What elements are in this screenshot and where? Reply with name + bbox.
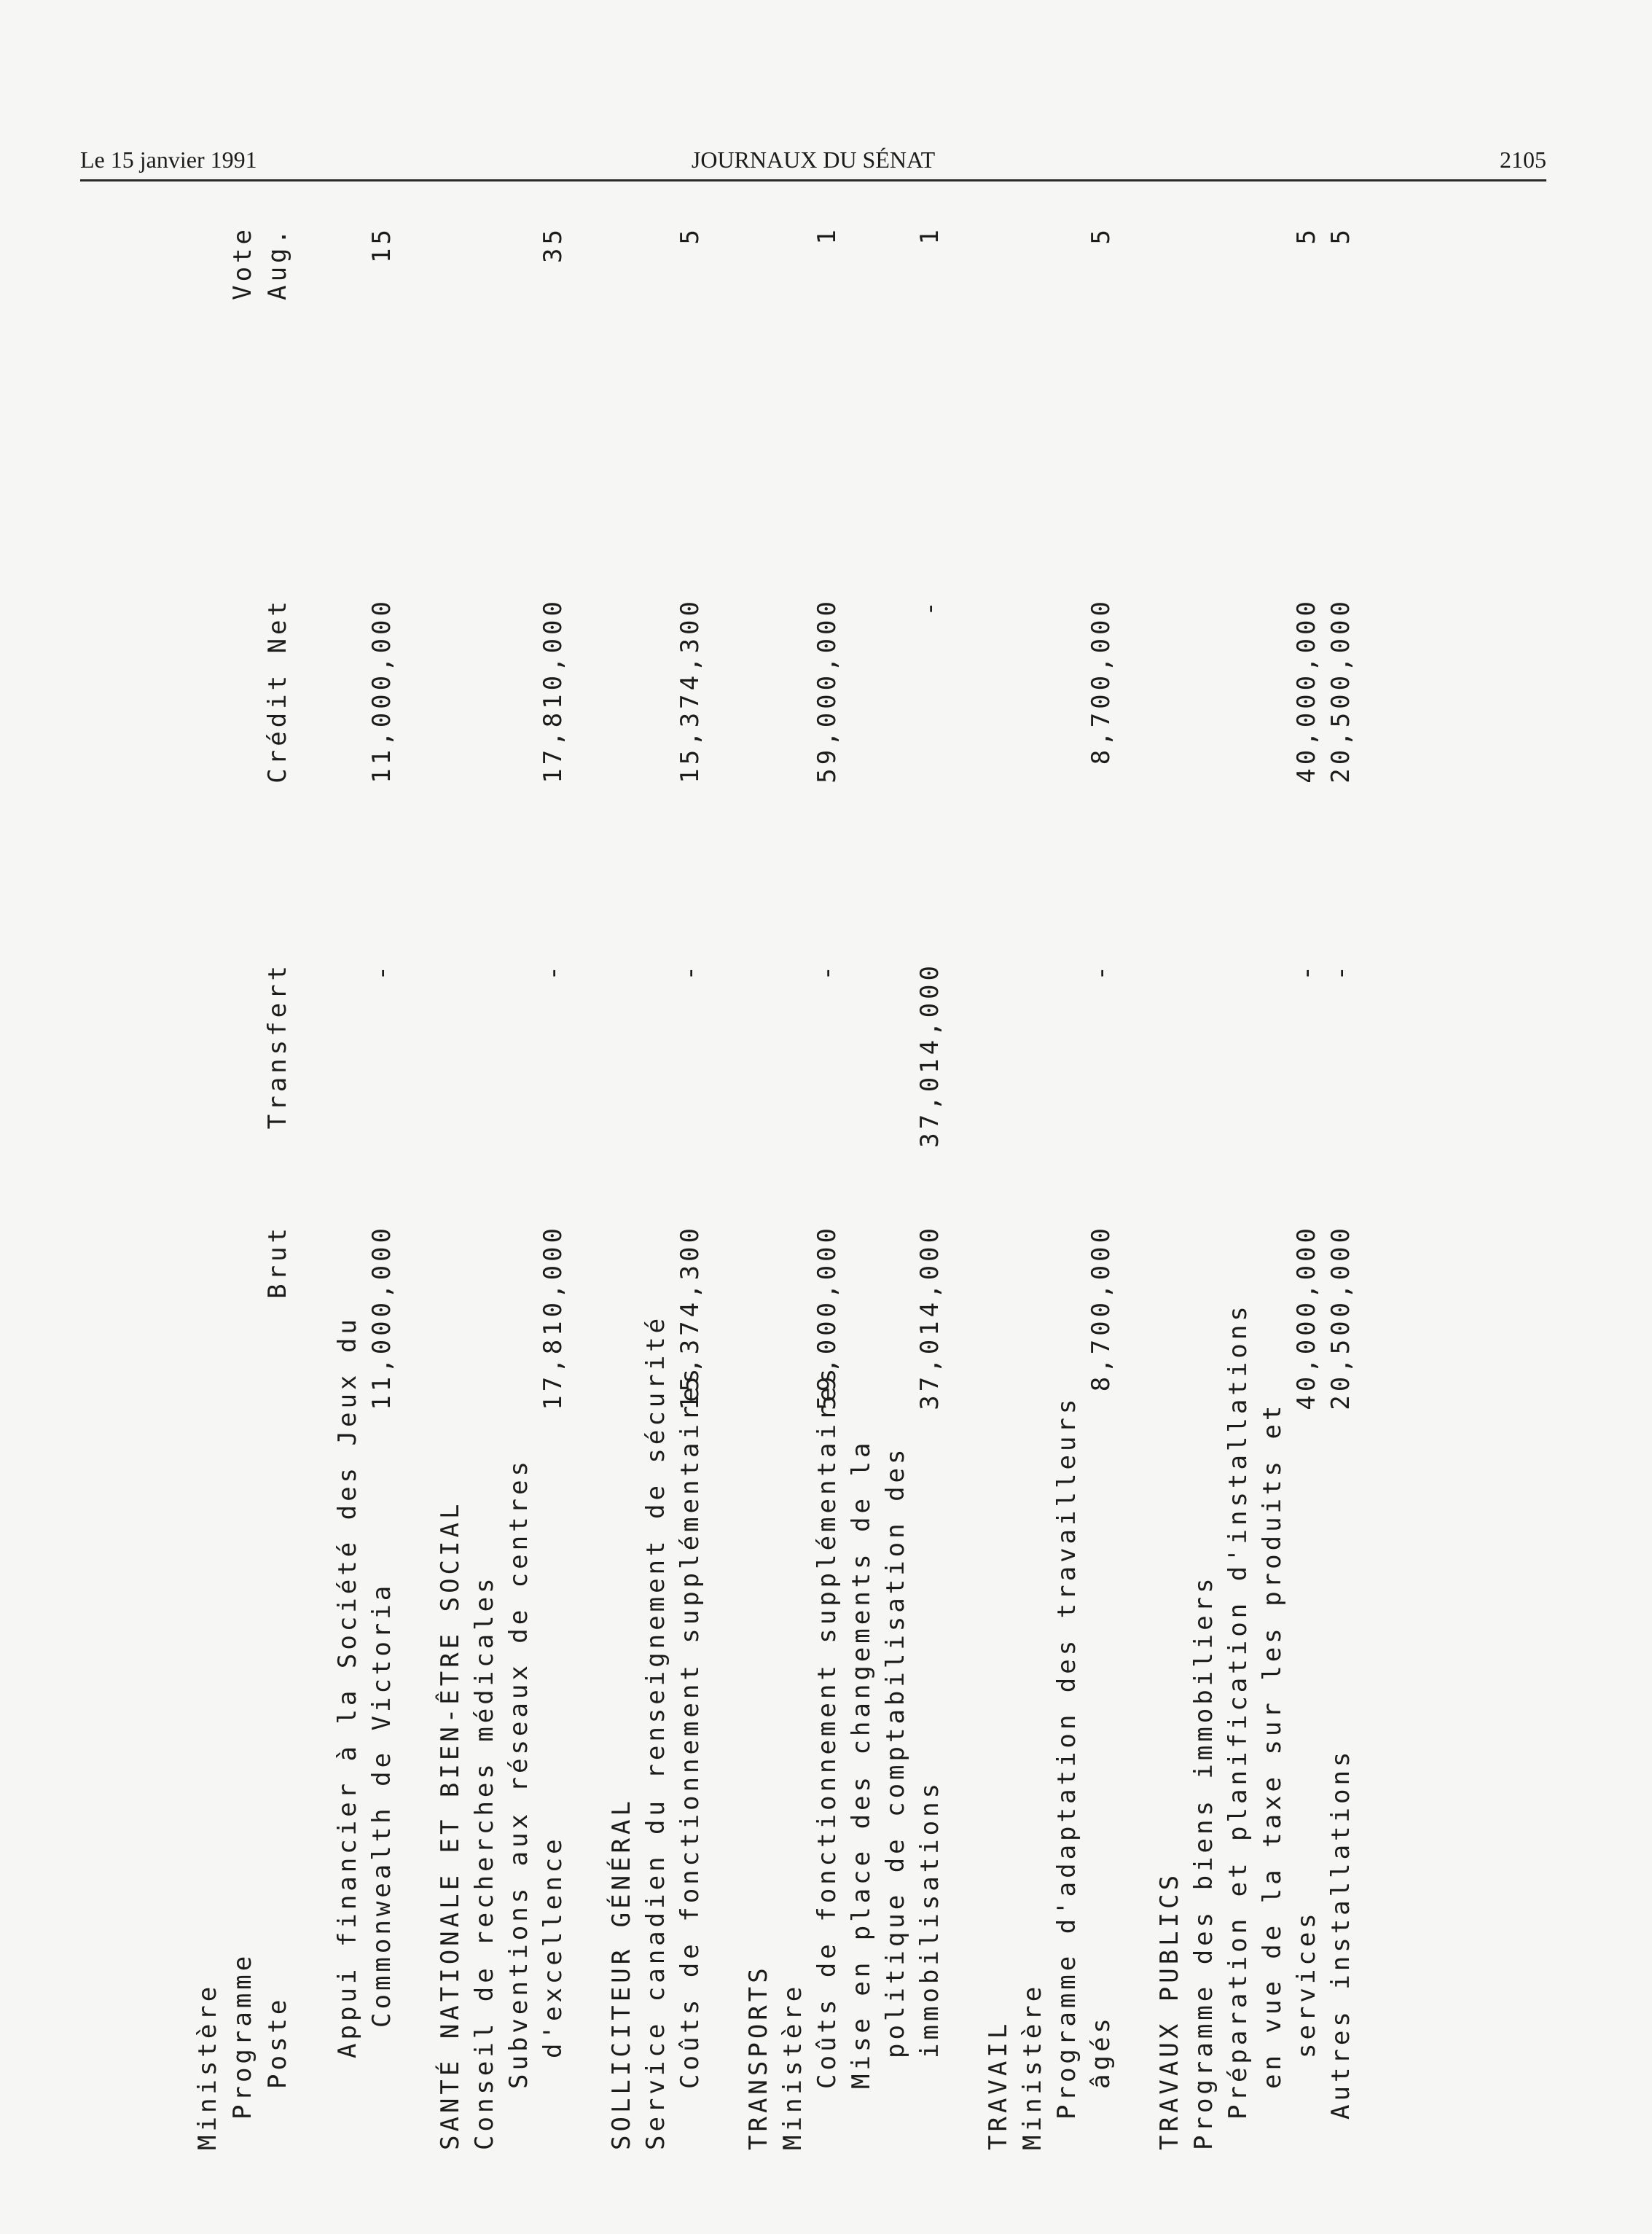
table-row-label: d'excellence <box>539 1835 568 2058</box>
vote-value: 15 <box>367 226 396 263</box>
transfert-value: - <box>1326 962 1355 981</box>
table-row-label: Coûts de fonctionnement supplémentaires <box>676 1364 705 2089</box>
credit-net-value: 15,374,300 <box>676 598 705 784</box>
brut-value: 20,500,000 <box>1326 1225 1355 1410</box>
page-number: 2105 <box>1500 147 1546 173</box>
credit-net-value: 8,700,000 <box>1087 598 1116 765</box>
table-row-label: politique de comptabilisation des <box>881 1445 910 2058</box>
header-title: JOURNAUX DU SÉNAT <box>691 147 936 173</box>
column-header-aug: Aug. <box>263 226 292 300</box>
column-header-credit-net: Crédit Net <box>263 598 292 784</box>
brut-value: 8,700,000 <box>1087 1225 1116 1392</box>
table-row-label: Service canadien du renseignement de sécurité <box>641 1314 670 2150</box>
table-row-label: SANTÉ NATIONALE ET BIEN-ÊTRE SOCIAL <box>436 1500 465 2150</box>
table-row-label: Conseil de recherches médicales <box>470 1574 499 2150</box>
table-row-label: TRAVAIL <box>984 2020 1013 2150</box>
table-row-label: âgés <box>1087 2015 1116 2089</box>
table-row-label: Préparation et planification d'installations <box>1224 1302 1253 2120</box>
credit-net-value: 17,810,000 <box>539 598 568 784</box>
brut-value: 37,014,000 <box>915 1225 944 1410</box>
vote-value: 5 <box>676 226 705 245</box>
table-row-label: Ministère <box>1018 1983 1047 2150</box>
transfert-value: 37,014,000 <box>915 962 944 1148</box>
rotated-appropriations-table <box>193 197 1388 2150</box>
vote-value: 5 <box>1326 226 1355 245</box>
table-row-label: Subventions aux réseaux de centres <box>504 1458 533 2089</box>
table-row-label: Programme d'adaptation des travailleurs <box>1052 1395 1081 2120</box>
table-row-label: Commonwealth de Victoria <box>367 1582 396 2028</box>
table-row-label: services <box>1292 1910 1321 2058</box>
transfert-value: - <box>1292 962 1321 981</box>
vote-value: 5 <box>1292 226 1321 245</box>
table-row-label: TRANSPORTS <box>744 1964 773 2150</box>
credit-net-value: 40,000,000 <box>1292 598 1321 784</box>
vote-value: 1 <box>915 226 944 245</box>
transfert-value: - <box>367 962 396 981</box>
column-header-brut: Brut <box>263 1225 292 1299</box>
column-header-vote: Vote <box>228 226 257 300</box>
table-row-label: Mise en place des changements de la <box>847 1439 876 2089</box>
table-row-label: SOLLICITEUR GÉNÉRAL <box>607 1797 636 2150</box>
column-header-transfert: Transfert <box>263 962 292 1130</box>
table-row-label: immobilisations <box>915 1779 944 2058</box>
transfert-value: - <box>676 962 705 981</box>
credit-net-value: 20,500,000 <box>1326 598 1355 784</box>
brut-value: 15,374,300 <box>676 1225 705 1410</box>
transfert-value: - <box>1087 962 1116 981</box>
brut-value: 40,000,000 <box>1292 1225 1321 1410</box>
table-row-label: Coûts de fonctionnement supplémentaires <box>813 1364 842 2089</box>
header-date: Le 15 janvier 1991 <box>80 147 257 173</box>
brut-value: 59,000,000 <box>813 1225 842 1410</box>
credit-net-value: - <box>915 598 944 617</box>
vote-value: 35 <box>539 226 568 263</box>
column-header-programme: Programme <box>228 1952 257 2120</box>
page-header <box>80 144 1546 181</box>
table-row-label: Programme des biens immobiliers <box>1189 1574 1218 2150</box>
credit-net-value: 11,000,000 <box>367 598 396 784</box>
vote-value: 5 <box>1087 226 1116 245</box>
column-header-poste: Poste <box>263 1996 292 2089</box>
brut-value: 17,810,000 <box>539 1225 568 1410</box>
credit-net-value: 59,000,000 <box>813 598 842 784</box>
transfert-value: - <box>813 962 842 981</box>
table-row-label: Appui financier à la Société des Jeux du <box>333 1316 362 2058</box>
table-row-label: Ministère <box>778 1983 807 2150</box>
table-row-label: en vue de la taxe sur les produits et <box>1258 1402 1287 2089</box>
table-row-label: TRAVAUX PUBLICS <box>1155 1871 1184 2150</box>
vote-value: 1 <box>813 226 842 245</box>
table-row-label: Autres installations <box>1326 1748 1355 2120</box>
column-header-ministere: Ministère <box>193 1983 222 2150</box>
transfert-value: - <box>539 962 568 981</box>
brut-value: 11,000,000 <box>367 1225 396 1410</box>
